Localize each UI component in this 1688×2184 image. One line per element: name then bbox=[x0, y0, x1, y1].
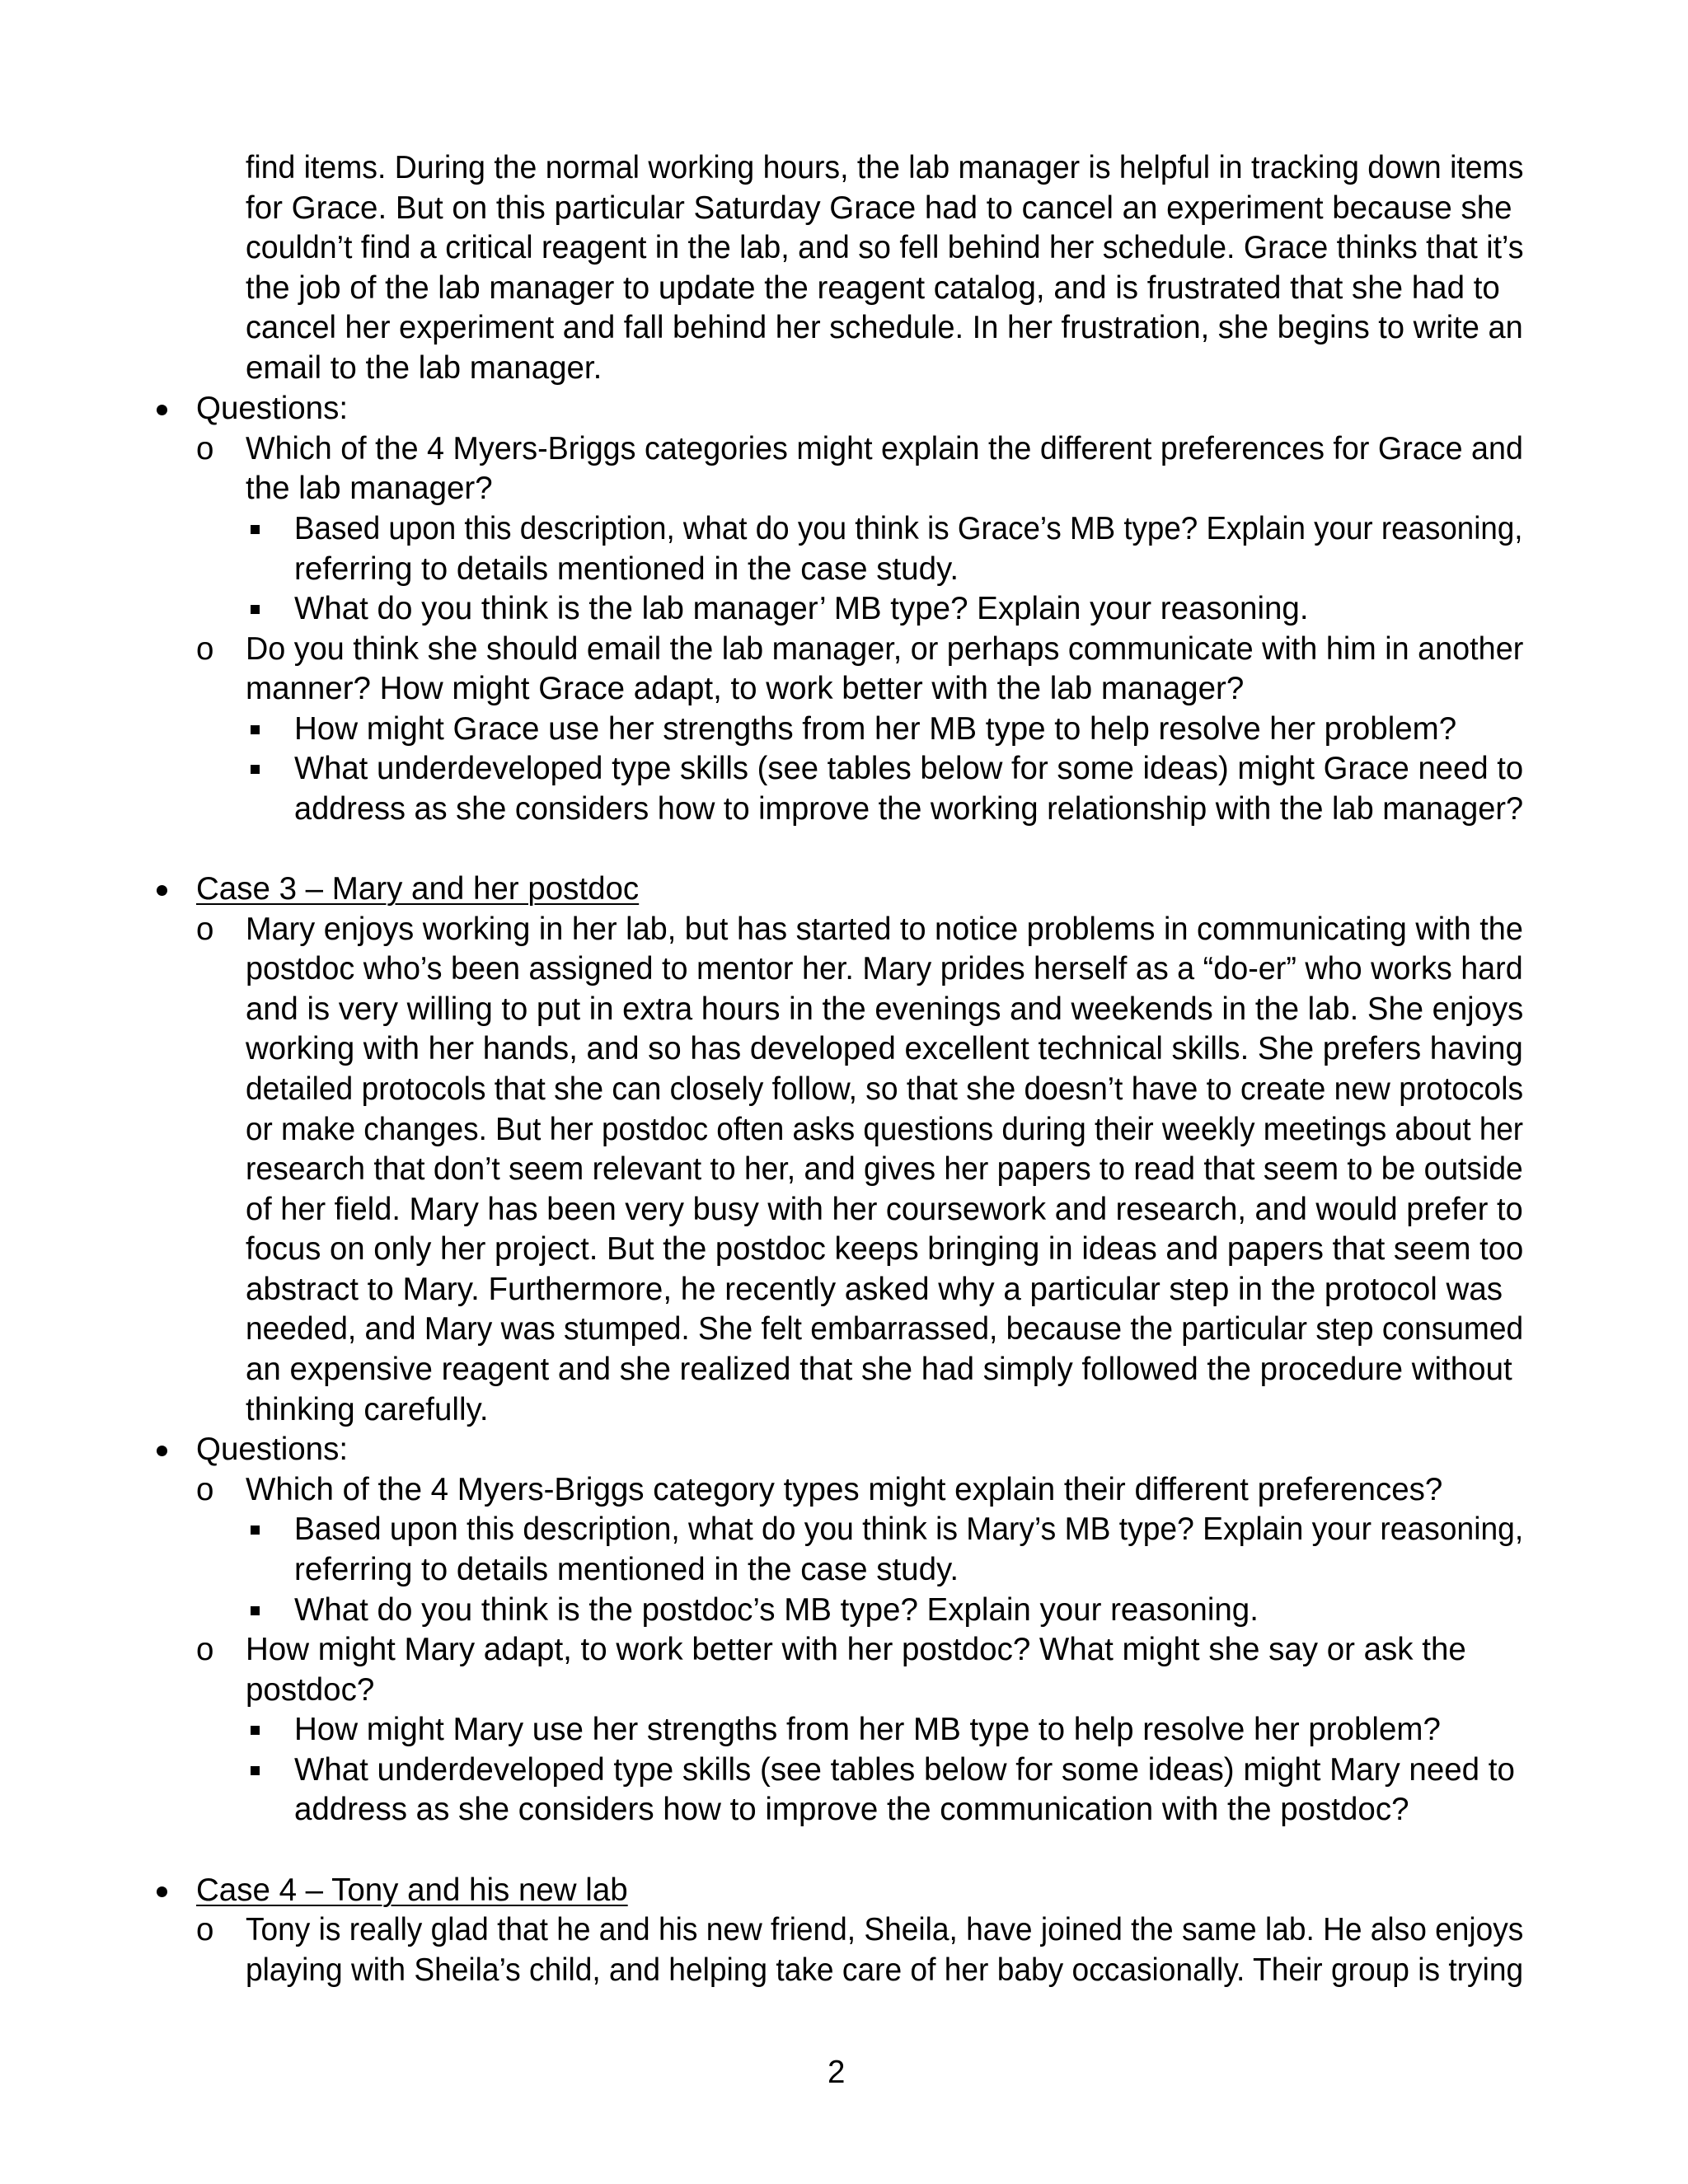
bullet-dot-icon bbox=[157, 1886, 167, 1897]
bullet-circle-icon: o bbox=[196, 631, 214, 667]
text-line: needed, and Mary was stumped. She felt embarrassed, because the particular step consumed bbox=[246, 1311, 1524, 1347]
bullet-circle-icon: o bbox=[196, 1912, 214, 1947]
text-line: couldn’t find a critical reagent in the lab, and so fell behind her schedule. Grace thinks that it’s bbox=[246, 230, 1524, 265]
text-line: How might Grace use her strengths from her MB type to help resolve her problem? bbox=[294, 711, 1457, 747]
text-line: How might Mary adapt, to work better with her postdoc? What might she say or ask the bbox=[246, 1632, 1466, 1667]
text-line: What do you think is the lab manager’ MB type? Explain your reasoning. bbox=[294, 591, 1309, 626]
text-line: Mary enjoys working in her lab, but has started to notice problems in communicating with the bbox=[246, 912, 1523, 947]
bullet-circle-icon: o bbox=[196, 1632, 214, 1667]
page-number: 2 bbox=[828, 2055, 846, 2090]
text-line: What underdeveloped type skills (see tables below for some ideas) might Mary need to bbox=[294, 1752, 1515, 1788]
text-line: playing with Sheila’s child, and helping take care of her baby occasionally. Their group is trying bbox=[246, 1952, 1524, 1988]
bullet-square-icon bbox=[251, 525, 260, 534]
text-line: postdoc? bbox=[246, 1672, 375, 1708]
text-line: How might Mary use her strengths from her MB type to help resolve her problem? bbox=[294, 1712, 1441, 1747]
case-heading: Case 4 – Tony and his new lab bbox=[196, 1872, 628, 1908]
text-line: Based upon this description, what do you think is Mary’s MB type? Explain your reasoning, bbox=[294, 1511, 1524, 1547]
text-line: abstract to Mary. Furthermore, he recently asked why a particular step in the protocol was bbox=[246, 1272, 1503, 1307]
text-line: thinking carefully. bbox=[246, 1392, 489, 1427]
text-line: find items. During the normal working hours, the lab manager is helpful in tracking down items bbox=[246, 150, 1524, 185]
bullet-circle-icon: o bbox=[196, 912, 214, 947]
bullet-dot-icon bbox=[157, 1446, 167, 1456]
text-line: cancel her experiment and fall behind her schedule. In her frustration, she begins to write an bbox=[246, 310, 1523, 345]
bullet-square-icon bbox=[251, 765, 260, 774]
text-line: What do you think is the postdoc’s MB type? Explain your reasoning. bbox=[294, 1592, 1259, 1628]
text-line: or make changes. But her postdoc often asks questions during their weekly meetings about her bbox=[246, 1112, 1524, 1147]
bullet-square-icon bbox=[251, 1526, 260, 1535]
bullet-circle-icon: o bbox=[196, 431, 214, 466]
text-line: the job of the lab manager to update the reagent catalog, and is frustrated that she had to bbox=[246, 270, 1500, 306]
text-line: Which of the 4 Myers-Briggs category types might explain their different preferences? bbox=[246, 1472, 1443, 1507]
text-line: detailed protocols that she can closely follow, so that she doesn’t have to create new protocols bbox=[246, 1071, 1524, 1107]
text-line: for Grace. But on this particular Saturday Grace had to cancel an experiment because she bbox=[246, 190, 1512, 226]
text-line: Do you think she should email the lab manager, or perhaps communicate with him in another bbox=[246, 631, 1524, 667]
text-line: Based upon this description, what do you think is Grace’s MB type? Explain your reasoning, bbox=[294, 511, 1523, 546]
case-heading: Case 3 – Mary and her postdoc bbox=[196, 871, 640, 907]
text-line: postdoc who’s been assigned to mentor her. Mary prides herself as a “do-er” who works hard bbox=[246, 951, 1523, 987]
text-line: working with her hands, and so has developed excellent technical skills. She prefers having bbox=[246, 1031, 1523, 1066]
text-line: email to the lab manager. bbox=[246, 350, 603, 386]
text-line: Tony is really glad that he and his new friend, Sheila, have joined the same lab. He also enjoys bbox=[246, 1912, 1524, 1947]
text-line: referring to details mentioned in the case study. bbox=[294, 1552, 959, 1587]
text-line: the lab manager? bbox=[246, 471, 493, 506]
text-line: address as she considers how to improve the communication with the postdoc? bbox=[294, 1792, 1409, 1827]
text-line: an expensive reagent and she realized that she had simply followed the procedure without bbox=[246, 1352, 1512, 1387]
bullet-circle-icon: o bbox=[196, 1472, 214, 1507]
bullet-square-icon bbox=[251, 605, 260, 614]
text-line: Questions: bbox=[196, 391, 349, 426]
text-line: address as she considers how to improve the working relationship with the lab manager? bbox=[294, 791, 1524, 827]
text-line: focus on only her project. But the postdoc keeps bringing in ideas and papers that seem too bbox=[246, 1231, 1524, 1267]
text-line: referring to details mentioned in the case study. bbox=[294, 551, 959, 587]
text-line: and is very willing to put in extra hours in the evenings and weekends in the lab. She enjoys bbox=[246, 991, 1524, 1027]
bullet-dot-icon bbox=[157, 885, 167, 896]
text-line: research that don’t seem relevant to her, and gives her papers to read that seem to be outside bbox=[246, 1151, 1523, 1187]
text-line: of her field. Mary has been very busy with her coursework and research, and would prefer to bbox=[246, 1192, 1523, 1227]
text-line: Which of the 4 Myers-Briggs categories might explain the different preferences for Grace and bbox=[246, 431, 1523, 466]
text-line: Questions: bbox=[196, 1432, 349, 1467]
text-line: What underdeveloped type skills (see tables below for some ideas) might Grace need to bbox=[294, 751, 1524, 786]
bullet-square-icon bbox=[251, 1726, 260, 1735]
bullet-square-icon bbox=[251, 1606, 260, 1615]
text-line: manner? How might Grace adapt, to work better with the lab manager? bbox=[246, 671, 1245, 706]
bullet-dot-icon bbox=[157, 405, 167, 415]
bullet-square-icon bbox=[251, 725, 260, 734]
bullet-square-icon bbox=[251, 1766, 260, 1775]
